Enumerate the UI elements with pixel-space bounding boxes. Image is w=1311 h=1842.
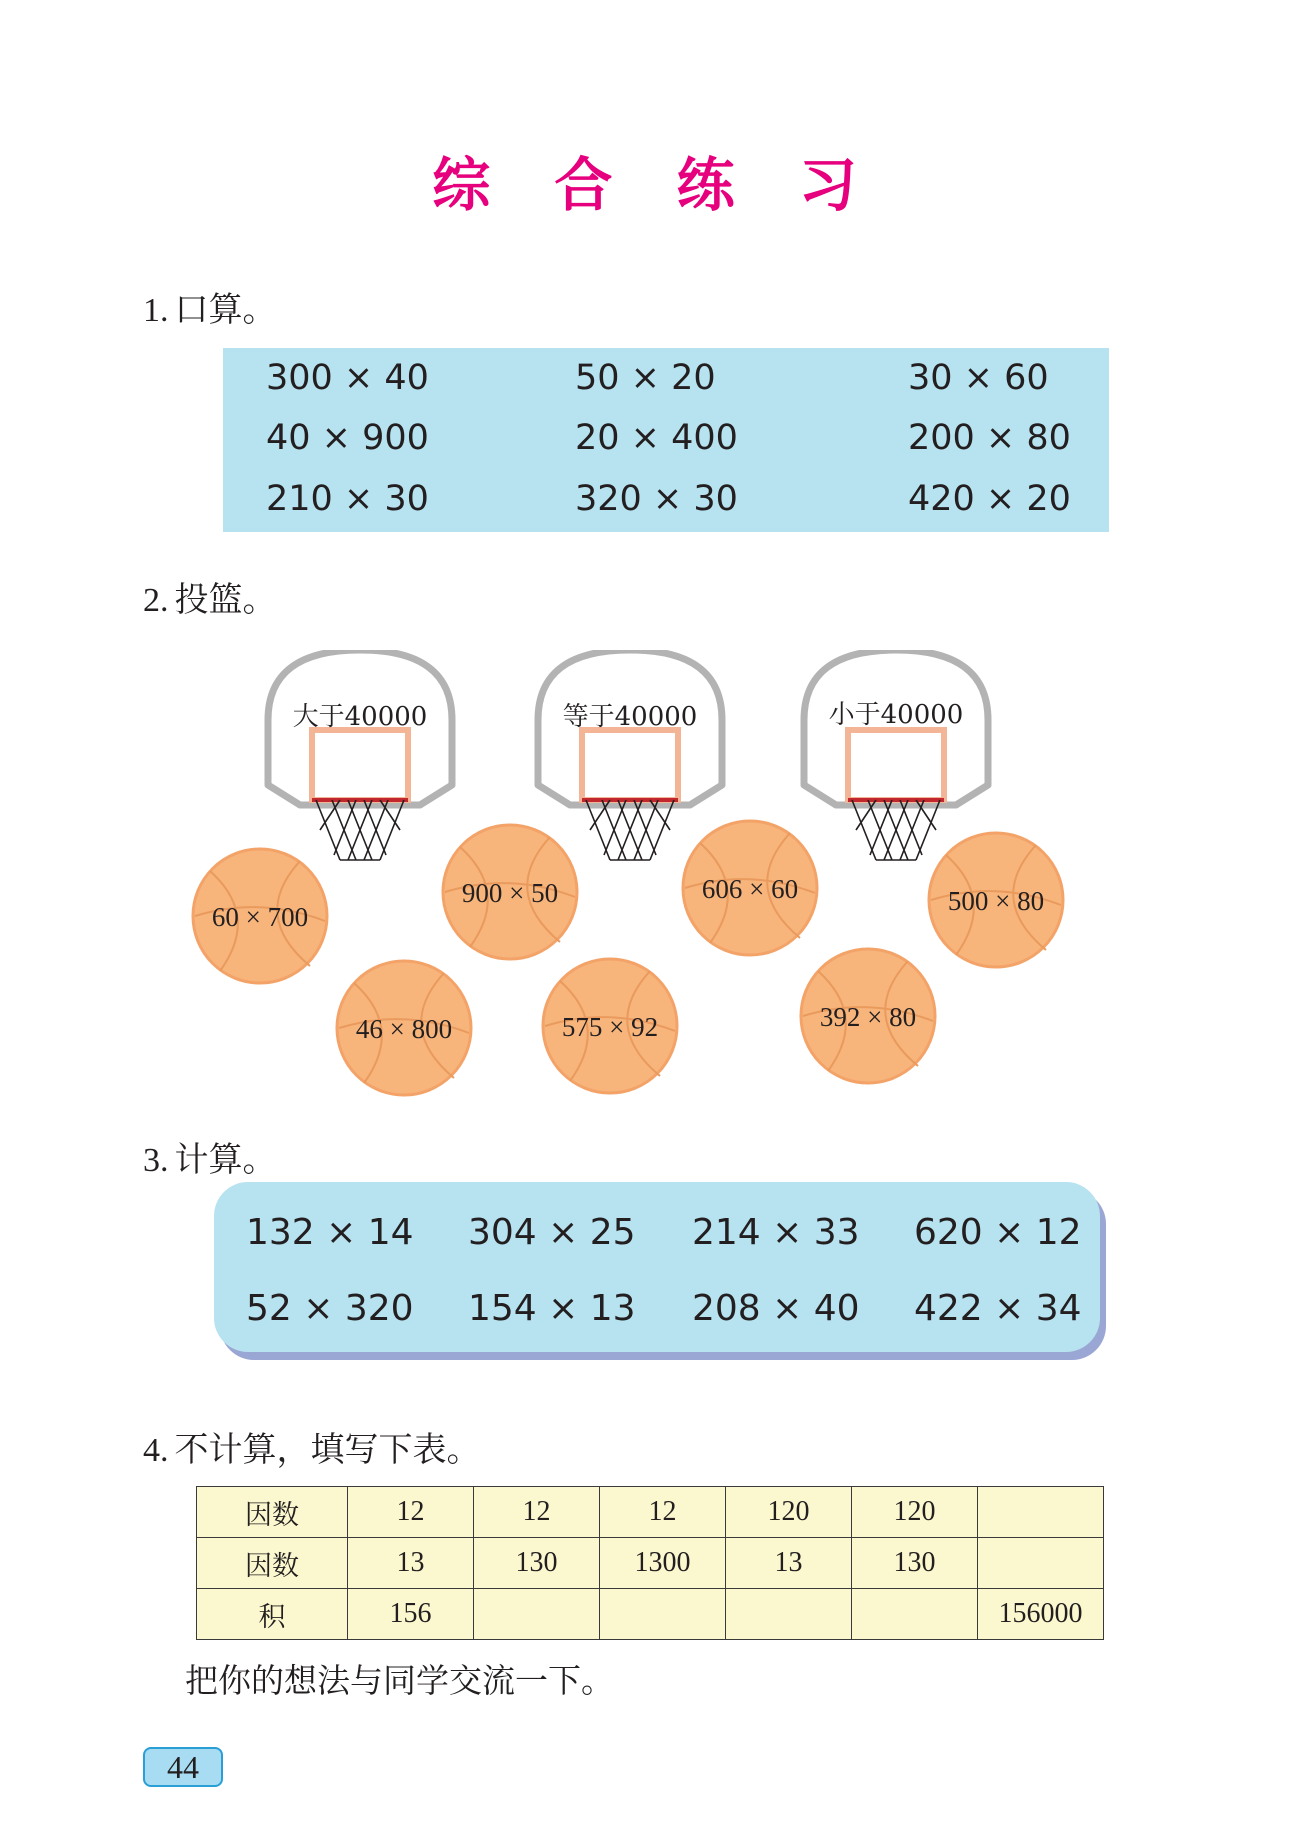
- table-row: [197, 1538, 1104, 1589]
- discussion-prompt: 把你的想法与同学交流一下。: [185, 1661, 614, 1700]
- expression: 620 × 12: [914, 1212, 1082, 1253]
- mental-math-panel: [223, 348, 1109, 532]
- table-cell: 156: [348, 1589, 474, 1640]
- factor-product-table: [196, 1486, 1104, 1640]
- table-cell-blank[interactable]: [852, 1589, 978, 1640]
- basketball[interactable]: [926, 830, 1066, 970]
- table-cell: 13: [726, 1538, 852, 1589]
- hoop-icon: [260, 650, 460, 870]
- exercise-label: 投篮。: [174, 580, 277, 620]
- calculation-panel: [214, 1182, 1100, 1352]
- exercise-number: 2.: [143, 582, 169, 619]
- table-cell: 12: [348, 1487, 474, 1538]
- row-header: 因数: [197, 1487, 348, 1538]
- basketball-hoop: [260, 650, 460, 870]
- exercise-number: 3.: [143, 1142, 169, 1179]
- page-number: 44: [143, 1747, 223, 1787]
- table-cell: 12: [474, 1487, 600, 1538]
- exercise-label: 口算。: [174, 290, 277, 330]
- table-cell: 12: [600, 1487, 726, 1538]
- table-cell-blank[interactable]: [474, 1589, 600, 1640]
- ball-label: 392 × 80: [819, 1002, 917, 1032]
- basketball[interactable]: [190, 846, 330, 986]
- expression: 300 × 40: [266, 358, 429, 398]
- hoop-label: 小于40000: [828, 700, 964, 730]
- expression: 30 × 60: [908, 358, 1049, 398]
- exercise-label: 不计算，填写下表。: [174, 1430, 481, 1470]
- table-cell-blank[interactable]: [978, 1538, 1104, 1589]
- expression: 20 × 400: [575, 418, 738, 458]
- basketball[interactable]: [440, 822, 580, 962]
- expression: 50 × 20: [575, 358, 716, 398]
- table-cell: 1300: [600, 1538, 726, 1589]
- exercise-3-heading: [143, 1132, 277, 1181]
- expression: 52 × 320: [246, 1288, 414, 1329]
- table-row: [197, 1589, 1104, 1640]
- expression: 208 × 40: [692, 1288, 860, 1329]
- row-header: 积: [197, 1589, 348, 1640]
- expression: 154 × 13: [468, 1288, 636, 1329]
- exercise-number: 1.: [143, 292, 169, 329]
- expression: 304 × 25: [468, 1212, 636, 1253]
- ball-label: 500 × 80: [947, 886, 1045, 916]
- ball-label: 606 × 60: [701, 874, 799, 904]
- expression: 214 × 33: [692, 1212, 860, 1253]
- expression: 422 × 34: [914, 1288, 1082, 1329]
- expression: 40 × 900: [266, 418, 429, 458]
- table-cell-blank[interactable]: [600, 1589, 726, 1640]
- hoop-label: 等于40000: [562, 702, 698, 732]
- table-cell: 13: [348, 1538, 474, 1589]
- expression: 200 × 80: [908, 418, 1071, 458]
- ball-label: 575 × 92: [561, 1012, 659, 1042]
- ball-label: 46 × 800: [355, 1014, 453, 1044]
- page-title: 综 合 练 习: [432, 151, 879, 219]
- table-cell: 120: [852, 1487, 978, 1538]
- ball-label: 900 × 50: [461, 878, 559, 908]
- exercise-number: 4.: [143, 1432, 169, 1469]
- basketball[interactable]: [334, 958, 474, 1098]
- exercise-4-heading: [143, 1422, 481, 1471]
- exercise-2-heading: [143, 572, 277, 621]
- exercise-label: 计算。: [174, 1140, 277, 1180]
- basketball[interactable]: [540, 956, 680, 1096]
- table-cell-blank[interactable]: [978, 1487, 1104, 1538]
- expression: 210 × 30: [266, 479, 429, 519]
- table-cell-blank[interactable]: [726, 1589, 852, 1640]
- basketball[interactable]: [680, 818, 820, 958]
- hoop-label: 大于40000: [292, 702, 428, 732]
- ball-label: 60 × 700: [211, 902, 309, 932]
- expression: 320 × 30: [575, 479, 738, 519]
- exercise-1-heading: [143, 282, 277, 331]
- basketball[interactable]: [798, 946, 938, 1086]
- table-row: [197, 1487, 1104, 1538]
- table-cell: 130: [852, 1538, 978, 1589]
- table-cell: 156000: [978, 1589, 1104, 1640]
- table-cell: 130: [474, 1538, 600, 1589]
- row-header: 因数: [197, 1538, 348, 1589]
- table-cell: 120: [726, 1487, 852, 1538]
- expression: 420 × 20: [908, 479, 1071, 519]
- expression: 132 × 14: [246, 1212, 414, 1253]
